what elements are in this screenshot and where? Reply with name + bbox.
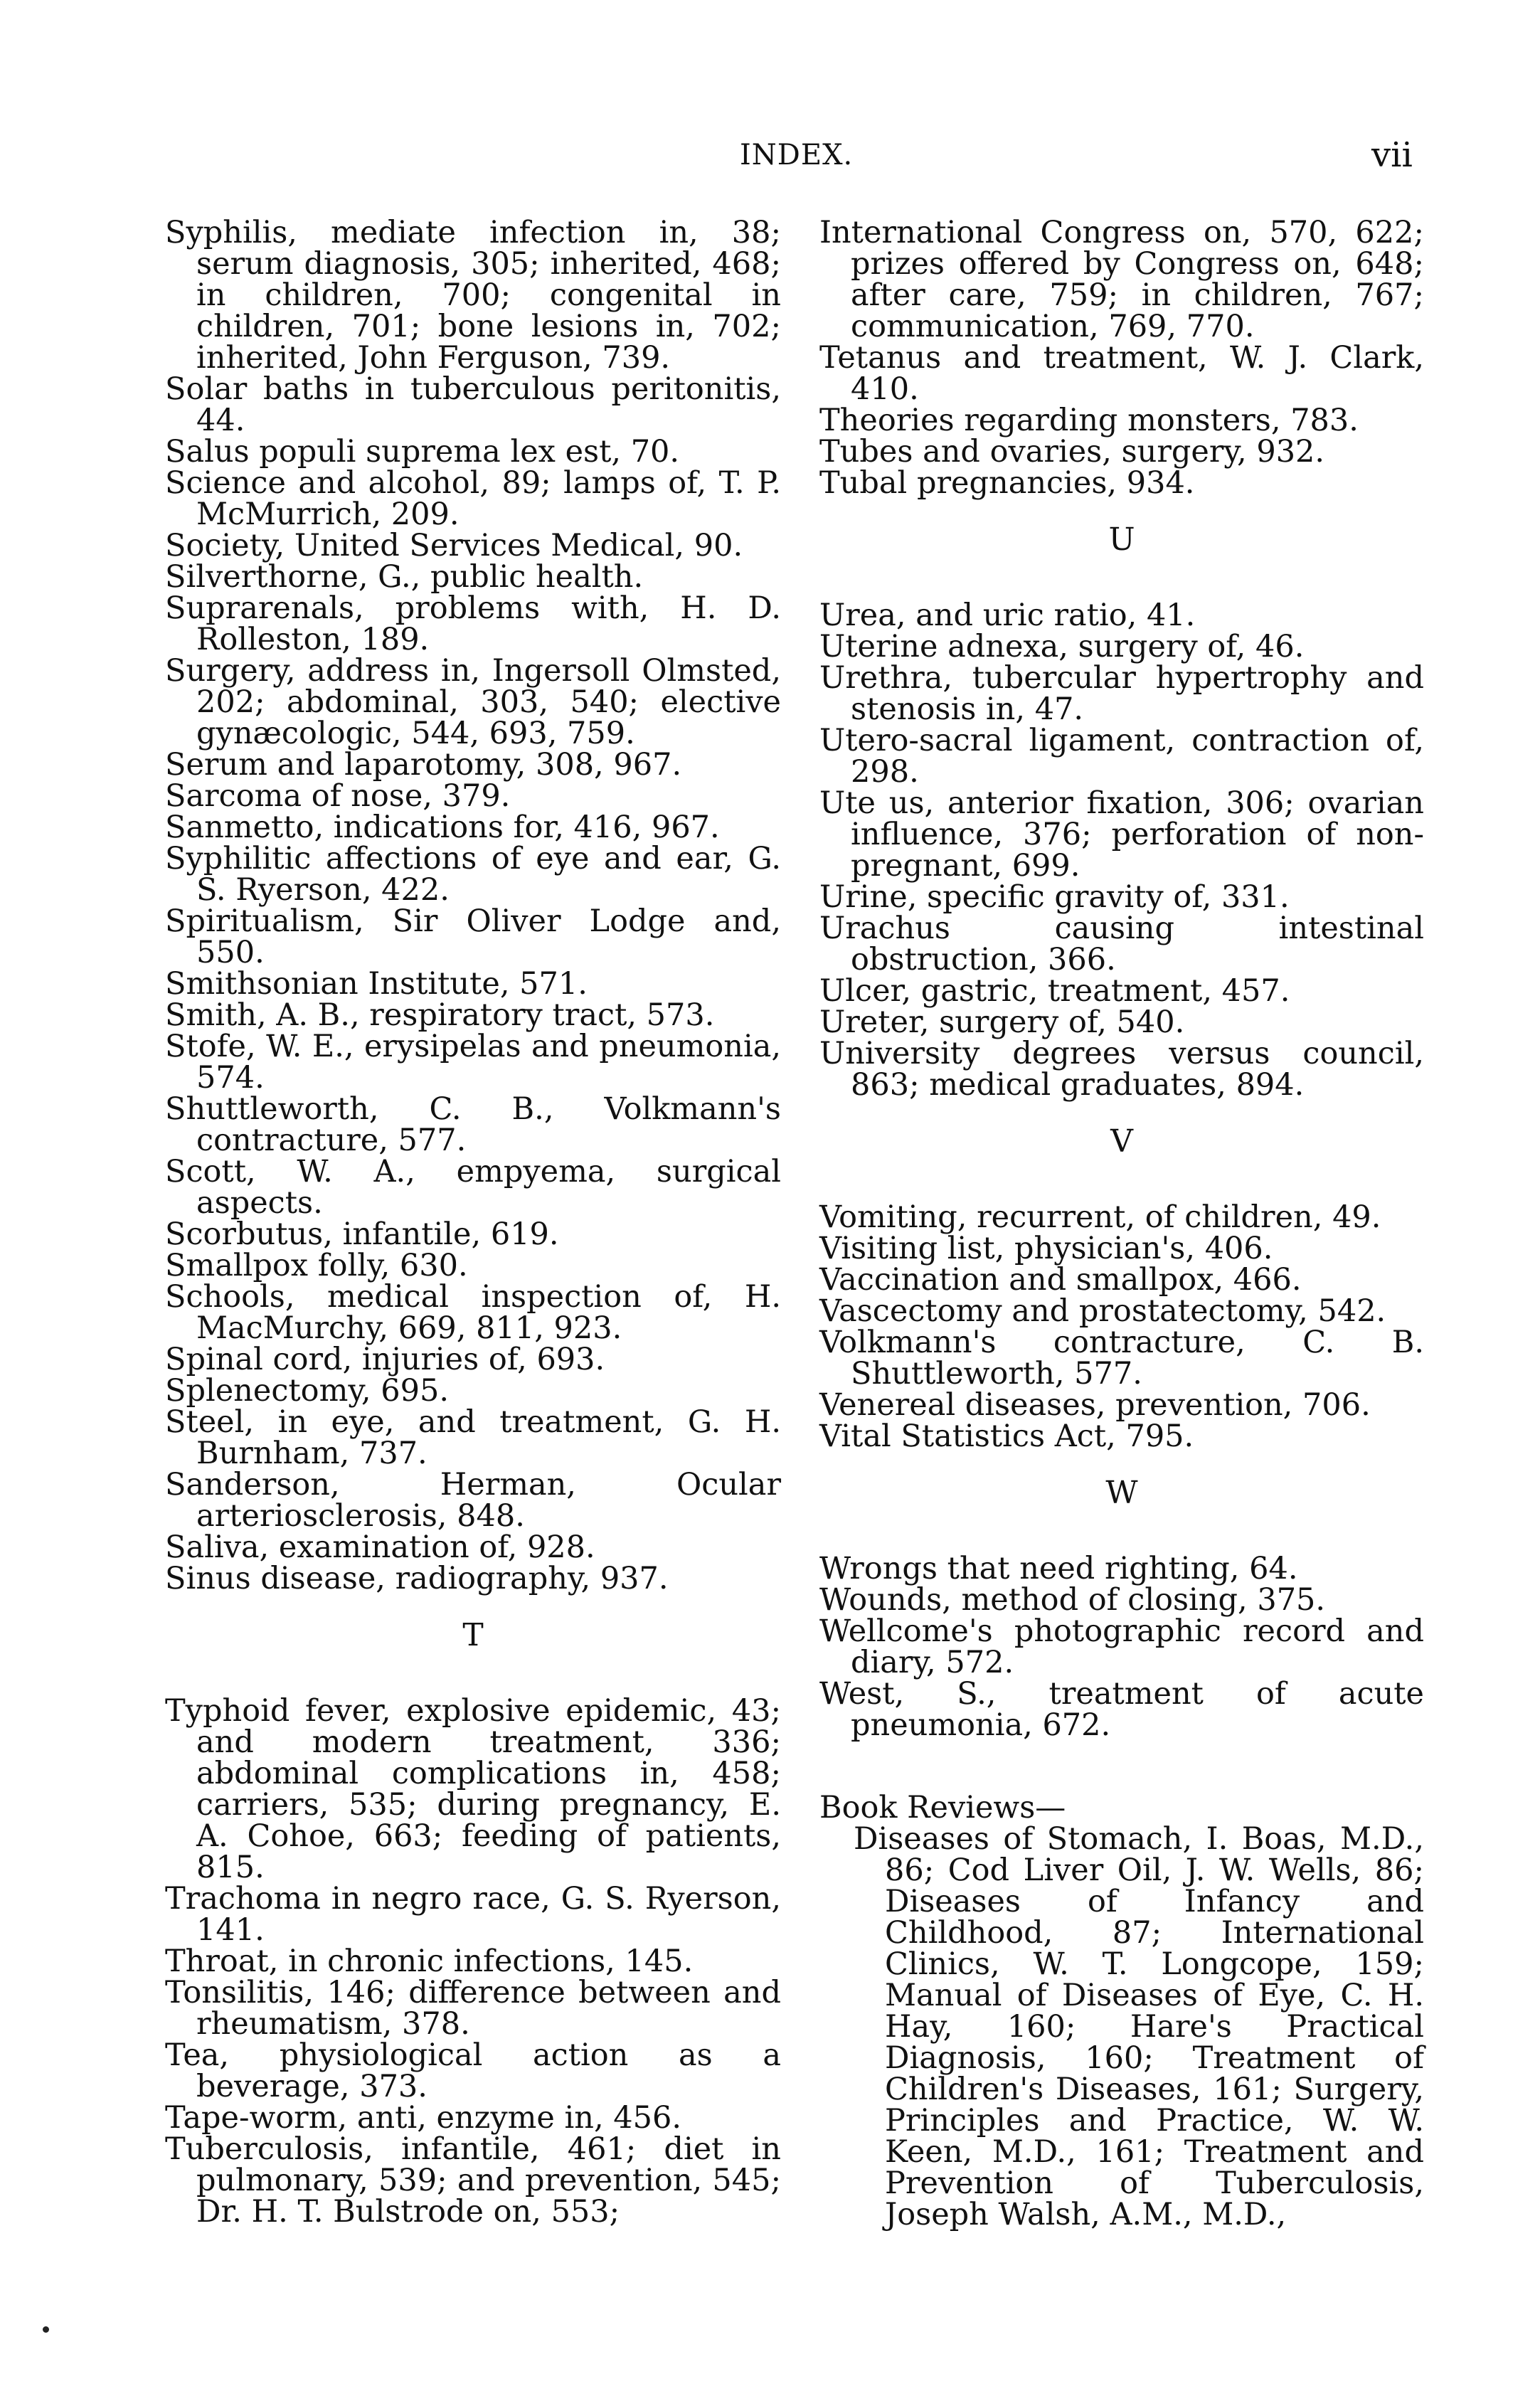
index-entry: Urethra, tubercular hypertrophy and stenosis in, 47.: [819, 660, 1424, 727]
index-entry: Throat, in chronic infections, 145.: [165, 1944, 694, 1979]
index-entry: Spiritualism, Sir Oliver Lodge and, 550.: [165, 903, 781, 970]
index-entry: Smith, A. B., respiratory tract, 573.: [165, 997, 715, 1033]
index-entry: Trachoma in negro race, G. S. Ryerson, 141.: [165, 1881, 781, 1948]
index-entry: Society, United Services Medical, 90.: [165, 528, 743, 563]
index-column-right: [819, 217, 1424, 2230]
index-entry: Typhoid fever, explosive epidemic, 43; and modern treatment, 336; abdominal complications in, 458; carriers, 535; during pregnancy, E. A. Cohoe, 663; feeding of patients, 815.: [165, 1693, 781, 1885]
index-entry: Serum and laparotomy, 308, 967.: [165, 747, 682, 783]
index-section-t: [165, 1693, 781, 2230]
index-entry: Vital Statistics Act, 795.: [819, 1419, 1194, 1454]
index-entry: Ureter, surgery of, 540.: [819, 1005, 1185, 1040]
index-entry: Tuberculosis, infantile, 461; diet in pulmonary, 539; and prevention, 545; Dr. H. T. Bulstrode on, 553;: [165, 2131, 781, 2230]
index-section-v: [819, 1199, 1424, 1454]
book-reviews-heading: Book Reviews—: [819, 1790, 1066, 1825]
index-entry: Visiting list, physician's, 406.: [819, 1231, 1273, 1266]
index-entry: Sinus disease, radiography, 937.: [165, 1561, 669, 1596]
index-section-w: [819, 1553, 1424, 1741]
index-entry: Tubes and ovaries, surgery, 932.: [819, 434, 1325, 470]
index-entry: Splenectomy, 695.: [165, 1373, 450, 1409]
index-entry: University degrees versus council, 863; medical graduates, 894.: [819, 1036, 1424, 1103]
page-number: vii: [1371, 135, 1413, 175]
index-entry: Surgery, address in, Ingersoll Olmsted, 202; abdominal, 303, 540; elective gynæcologic, 544, 693, 759.: [165, 653, 781, 751]
section-letter-u: U: [1108, 521, 1135, 558]
index-section-s: [165, 217, 781, 1594]
index-entry: Vascectomy and prostatectomy, 542.: [819, 1293, 1386, 1329]
index-entry: Volkmann's contracture, C. B. Shuttleworth, 577.: [819, 1325, 1424, 1392]
section-letter-w: W: [1105, 1475, 1138, 1511]
index-entry: Tonsilitis, 146; difference between and rheumatism, 378.: [165, 1975, 781, 2042]
index-entry: Science and alcohol, 89; lamps of, T. P. McMurrich, 209.: [165, 465, 781, 532]
index-entry: Utero-sacral ligament, contraction of, 298.: [819, 723, 1424, 790]
index-entry: Urachus causing intestinal obstruction, 366.: [819, 911, 1424, 977]
index-entry: Silverthorne, G., public health.: [165, 559, 644, 595]
index-entry: Tea, physiological action as a beverage, 373.: [165, 2037, 781, 2104]
index-section-t-continued: [819, 217, 1424, 499]
index-entry: Wounds, method of closing, 375.: [819, 1582, 1326, 1618]
index-entry: Urea, and uric ratio, 41.: [819, 598, 1196, 633]
index-entry: Ulcer, gastric, treatment, 457.: [819, 973, 1290, 1009]
index-entry: Saliva, examination of, 928.: [165, 1530, 595, 1565]
index-entry: Spinal cord, injuries of, 693.: [165, 1342, 605, 1377]
index-entry: Steel, in eye, and treatment, G. H. Burnham, 737.: [165, 1404, 781, 1471]
index-entry: Theories regarding monsters, 783.: [819, 403, 1359, 438]
index-entry: Wrongs that need righting, 64.: [819, 1551, 1298, 1586]
index-entry: Tape-worm, anti, enzyme in, 456.: [165, 2100, 682, 2136]
index-entry: Urine, specific gravity of, 331.: [819, 879, 1290, 915]
index-entry: Wellcome's photographic record and diary, 572.: [819, 1613, 1424, 1680]
index-entry: Smithsonian Institute, 571.: [165, 966, 588, 1002]
index-entry: Solar baths in tuberculous peritonitis, 44.: [165, 371, 781, 438]
index-entry: Scott, W. A., empyema, surgical aspects.: [165, 1154, 781, 1221]
index-entry: Syphilis, mediate infection in, 38; serum diagnosis, 305; inherited, 468; in children, 700; congenital in children, 701; bone lesions in, 702; inherited, John Ferguson, 739.: [165, 215, 781, 376]
index-column-left: [165, 215, 781, 2230]
index-entry: Ute us, anterior fixation, 306; ovarian influence, 376; perforation of non-pregnant, 699.: [819, 785, 1424, 884]
running-header-title: INDEX.: [740, 139, 854, 171]
index-entry: Vomiting, recurrent, of children, 49.: [819, 1199, 1381, 1235]
index-entry: Suprarenals, problems with, H. D. Rolleston, 189.: [165, 590, 781, 657]
index-entry: Tetanus and treatment, W. J. Clark, 410.: [819, 340, 1424, 407]
page-mark: [43, 2326, 49, 2333]
index-entry: Schools, medical inspection of, H. MacMurchy, 669, 811, 923.: [165, 1279, 781, 1346]
index-entry: Stofe, W. E., erysipelas and pneumonia, 574.: [165, 1029, 781, 1096]
index-entry: Smallpox folly, 630.: [165, 1248, 468, 1283]
section-letter-v: V: [1110, 1123, 1133, 1160]
index-entry: West, S., treatment of acute pneumonia, 672.: [819, 1676, 1424, 1743]
index-entry: Sanmetto, indications for, 416, 967.: [165, 810, 720, 845]
book-reviews-text: Diseases of Stomach, I. Boas, M.D., 86; Cod Liver Oil, J. W. Wells, 86; Diseases of Infancy and Childhood, 87; International Clinics, W. T. Longcope, 159; Manual of Diseases of Eye, C. H. Hay, 160; Hare's Practical Diagnosis, 160; Treatment of Children's Diseases, 161; Surgery, Principles and Practice, W. W. Keen, M.D., 161; Treatment and Prevention of Tuberculosis, Joseph Walsh, A.M., M.D.,: [854, 1821, 1424, 2232]
index-entry: Salus populi suprema lex est, 70.: [165, 434, 680, 470]
section-letter-t: T: [462, 1617, 484, 1653]
index-entry: Shuttleworth, C. B., Volkmann's contracture, 577.: [165, 1091, 781, 1158]
index-entry: Venereal diseases, prevention, 706.: [819, 1387, 1371, 1423]
index-entry: Uterine adnexa, surgery of, 46.: [819, 629, 1305, 664]
index-entry: Scorbutus, infantile, 619.: [165, 1217, 559, 1252]
index-entry: Sanderson, Herman, Ocular arteriosclerosis, 848.: [165, 1467, 781, 1534]
index-entry: Sarcoma of nose, 379.: [165, 778, 511, 814]
index-entry: Tubal pregnancies, 934.: [819, 465, 1195, 501]
index-entry: Vaccination and smallpox, 466.: [819, 1262, 1302, 1298]
index-entry: Syphilitic affections of eye and ear, G. S. Ryerson, 422.: [165, 841, 781, 908]
index-section-u: [819, 600, 1424, 1101]
index-entry: International Congress on, 570, 622; prizes offered by Congress on, 648; after care, 759; in children, 767; communication, 769, 770.: [819, 215, 1424, 344]
